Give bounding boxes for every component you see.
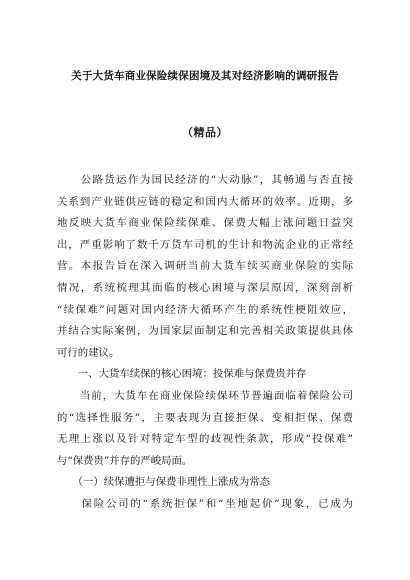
body-line: 出，严重影响了数千万货车司机的生计和物流企业的正常经: [57, 238, 353, 251]
body-line: 无理上涨以及针对特定车型的歧视性条款，形成“投保难”: [57, 433, 353, 446]
body-line: 情况，系统梳理其面临的核心困境与深层原因，深刻剖析: [57, 281, 353, 294]
body-line: 并结合实际案例，为国家层面制定和完善相关政策提供具体: [57, 325, 353, 338]
body-line: 的“选择性服务”，主要表现为直接拒保、变相拒保、保费: [57, 411, 353, 424]
document-body: [57, 170, 353, 516]
body-line: 公路货运作为国民经济的“大动脉”，其畅通与否直接: [57, 174, 353, 186]
body-line: 保险公司的“系统拒保”和“坐地起价”现象，已成为: [57, 497, 353, 510]
document-title: 关于大货车商业保险续保困境及其对经济影响的调研报告: [71, 70, 339, 82]
body-line: 关系到产业链供应链的稳定和国内大循环的效率。近期，多: [57, 195, 353, 208]
body-line: 地反映大货车商业保险续保难、保费大幅上涨问题日益突: [57, 217, 353, 230]
body-line: 与“保费贵”并存的严峻局面。: [57, 454, 193, 467]
section-heading: 一、大货车续保的核心困境：投保难与保费贵并存: [57, 368, 307, 381]
body-line: 可行的建议。: [57, 346, 120, 359]
subsection-heading: （一）续保遭拒与保费非理性上涨成为常态: [57, 476, 271, 489]
document-subtitle: （精品）: [182, 126, 228, 139]
body-line: “续保难”问题对国内经济大循环产生的系统性梗阻效应，: [57, 303, 353, 316]
body-line: 当前，大货车在商业保险续保环节普遍面临着保险公司: [57, 389, 353, 402]
body-line: 营。本报告旨在深入调研当前大货车续买商业保险的实际: [57, 260, 353, 273]
